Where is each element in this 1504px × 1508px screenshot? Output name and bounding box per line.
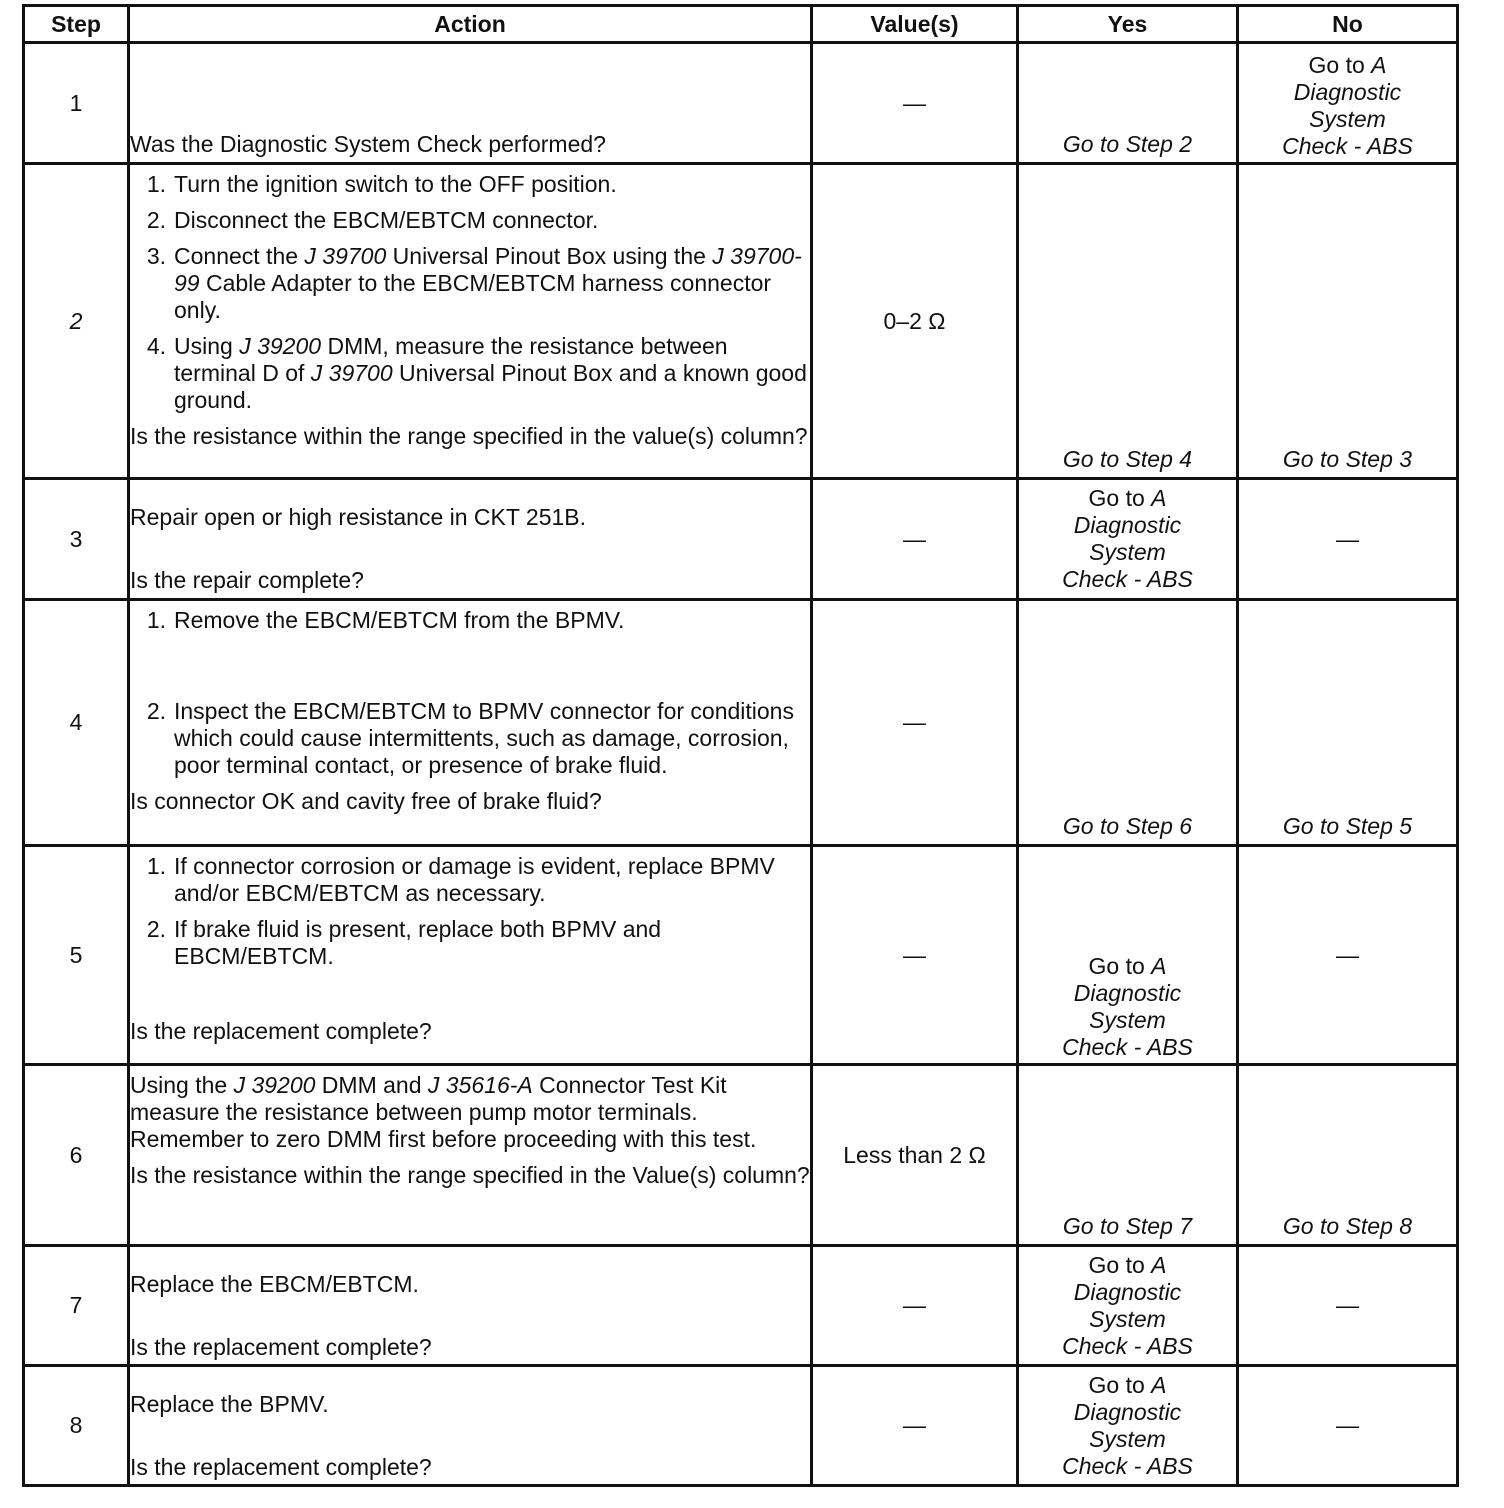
tool-ref: J 35616-A [427,1072,533,1098]
step-number: 2 [24,164,129,479]
action-text [130,1072,810,1153]
action-question: Is the repair complete? [130,567,364,593]
goto-prefix: Go to [1088,485,1152,511]
step-number: 1 [24,43,129,164]
step-number: 5 [24,846,129,1065]
table-row-step-5 [24,846,1458,1065]
yes-goto-link[interactable] [1019,485,1236,593]
step-text: If connector corrosion or damage is evident, replace BPMV and/or EBCM/EBTCM as necessary. [174,853,775,906]
action-question: Is the replacement complete? [130,1018,432,1044]
value-cell: — [812,1246,1018,1366]
step-number: 3 [24,479,129,600]
goto-line4: Check - ABS [1062,566,1193,592]
goto-line2: Diagnostic [1073,1278,1182,1305]
list-item: 1. Turn the ignition switch to the OFF position. [146,171,617,197]
goto-line2: Diagnostic [1073,980,1182,1006]
no-goto-link[interactable]: Go to Step 3 [1282,446,1413,472]
header-values: Value(s) [812,6,1018,43]
header-yes: Yes [1018,6,1238,43]
tool-ref: J 39700 [310,360,393,386]
no-cell: — [1238,1246,1458,1366]
no-cell: — [1238,846,1458,1065]
step-number: 7 [24,1246,129,1366]
value-cell: Less than 2 Ω [812,1065,1018,1246]
yes-goto-link[interactable]: Go to Step 7 [1062,1213,1193,1239]
yes-goto-link[interactable]: Go to Step 4 [1062,446,1193,472]
action-cell [129,43,812,164]
no-cell [1238,1065,1458,1246]
action-steps [130,853,810,970]
text-part: DMM, measure the resistance between terminal D of [174,333,728,386]
step-number: 6 [24,1065,129,1246]
list-item: 1. Remove the EBCM/EBTCM from the BPMV. [146,607,625,633]
goto-prefix: Go to [1088,953,1152,979]
value-cell: — [812,600,1018,846]
text-part: Using [174,333,240,359]
value-cell: 0–2 Ω [812,164,1018,479]
table-row-step-8 [24,1366,1458,1486]
table-row-step-2 [24,164,1458,479]
list-item: 4. Using J 39200 DMM, measure the resistance between terminal D of J 39700 Universal Pinout Box and a known good ground. [130,333,810,414]
yes-goto-link[interactable]: Go to Step 2 [1062,131,1193,157]
list-item: 3. Connect the J 39700 Universal Pinout Box using the J 39700-99 Cable Adapter to the EBCM/EBTCM harness connector only. [130,243,810,324]
text-part: Universal Pinout Box and a known good ground. [174,360,807,413]
diagnostic-table [22,4,1459,1487]
text-part: Connector Test Kit measure the resistance between pump motor terminals. Remember to zero DMM first before proceeding with this test. [130,1072,757,1152]
goto-line3: System [1089,1305,1166,1332]
action-question: Is the replacement complete? [130,1454,432,1480]
goto-prefix: Go to [1088,1251,1152,1278]
no-cell [1238,600,1458,846]
goto-prefix: Go to [1308,52,1372,78]
step-number: 4 [24,600,129,846]
goto-line3: System [1089,1425,1166,1452]
list-item: 1. If connector corrosion or damage is evident, replace BPMV and/or EBCM/EBTCM as necessary. [130,853,810,907]
yes-cell [1018,846,1238,1065]
goto-a: A [1151,485,1167,511]
action-steps [130,607,810,779]
action-question: Is the resistance within the range specified in the value(s) column? [130,423,808,449]
action-cell [129,1366,812,1486]
yes-cell [1018,1246,1238,1366]
action-question: Is the resistance within the range specified in the Value(s) column? [130,1162,810,1188]
action-cell [129,479,812,600]
yes-cell [1018,164,1238,479]
text-part: Universal Pinout Box using the [386,243,713,269]
header-action: Action [129,6,812,43]
step-text: Disconnect the EBCM/EBTCM connector. [174,207,599,233]
action-cell [129,1246,812,1366]
text-part: Using the [130,1072,234,1098]
goto-line4: Check - ABS [1062,1332,1193,1359]
no-goto-link[interactable]: Go to Step 8 [1282,1213,1413,1239]
value-cell: — [812,43,1018,164]
no-cell [1238,164,1458,479]
yes-cell [1018,1366,1238,1486]
action-cell [129,846,812,1065]
goto-line4: Check - ABS [1062,1034,1193,1060]
header-no: No [1238,6,1458,43]
yes-goto-link[interactable] [1019,1252,1236,1360]
action-text: Replace the EBCM/EBTCM. [130,1271,419,1297]
step-text: Inspect the EBCM/EBTCM to BPMV connector for conditions which could cause intermittents, such as damage, corrosion, poor terminal contact, or presence of brake fluid. [174,698,794,778]
goto-line2: Diagnostic [1073,512,1182,538]
text-part: Connect the [174,243,305,269]
goto-a: A [1151,1371,1167,1398]
goto-line4: Check - ABS [1282,133,1413,159]
action-text: Repair open or high resistance in CKT 251B. [130,504,587,530]
value-cell: — [812,846,1018,1065]
yes-goto-link[interactable] [1019,953,1236,1061]
action-steps [130,171,810,414]
no-cell: — [1238,479,1458,600]
step-text [174,333,810,414]
table-row-step-6 [24,1065,1458,1246]
list-item: 2. Disconnect the EBCM/EBTCM connector. [146,207,599,233]
yes-cell [1018,43,1238,164]
action-cell [129,600,812,846]
goto-a: A [1151,1251,1167,1278]
goto-a: A [1371,52,1387,78]
no-cell [1238,43,1458,164]
yes-goto-link[interactable] [1019,1372,1236,1480]
goto-line3: System [1089,1007,1166,1033]
table-row-step-4 [24,600,1458,846]
table-row-step-7 [24,1246,1458,1366]
step-text [174,243,810,324]
action-text: Replace the BPMV. [130,1391,329,1417]
value-cell: — [812,1366,1018,1486]
table-row-step-1 [24,43,1458,164]
step-number: 8 [24,1366,129,1486]
value-cell: — [812,479,1018,600]
yes-cell [1018,1065,1238,1246]
header-row [24,6,1458,43]
yes-cell [1018,479,1238,600]
yes-cell [1018,600,1238,846]
action-question: Was the Diagnostic System Check performed? [130,131,606,157]
tool-ref: J 39200 [233,1072,316,1098]
goto-line3: System [1309,106,1386,132]
step-text: Turn the ignition switch to the OFF position. [174,171,617,197]
text-part: Cable Adapter to the EBCM/EBTCM harness connector only. [174,270,772,323]
step-text: Remove the EBCM/EBTCM from the BPMV. [174,607,625,633]
text-part: DMM and [315,1072,428,1098]
goto-prefix: Go to [1088,1371,1152,1398]
table-row-step-3 [24,479,1458,600]
yes-goto-link[interactable]: Go to Step 6 [1062,813,1193,839]
goto-a: A [1151,953,1167,979]
goto-line2: Diagnostic [1293,79,1402,105]
tool-ref: J 39200 [239,333,322,359]
tool-ref: J 39700 [304,243,387,269]
action-question: Is connector OK and cavity free of brake fluid? [130,788,602,814]
no-cell: — [1238,1366,1458,1486]
goto-line4: Check - ABS [1062,1452,1193,1479]
tool-ref: J 39700-99 [174,243,802,296]
action-cell [129,1065,812,1246]
goto-line3: System [1089,539,1166,565]
header-step: Step [24,6,129,43]
list-item: 2. Inspect the EBCM/EBTCM to BPMV connector for conditions which could cause intermittents, such as damage, corrosion, poor terminal contact, or presence of brake fluid. [130,698,810,779]
action-cell [129,164,812,479]
no-goto-link[interactable]: Go to Step 5 [1282,813,1413,839]
action-question: Is the replacement complete? [130,1334,432,1360]
no-goto-link[interactable] [1239,52,1456,160]
goto-line2: Diagnostic [1073,1398,1182,1425]
step-text: If brake fluid is present, replace both BPMV and EBCM/EBTCM. [174,916,662,969]
list-item: 2. If brake fluid is present, replace both BPMV and EBCM/EBTCM. [130,916,810,970]
